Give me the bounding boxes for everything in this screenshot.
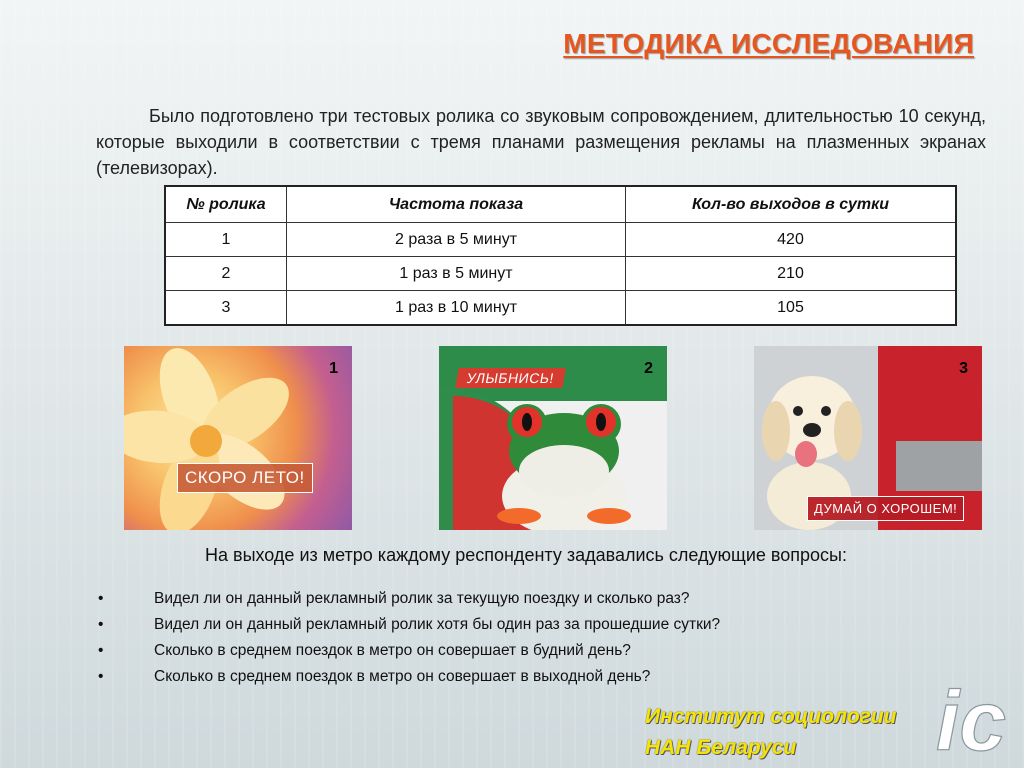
table-row bbox=[165, 223, 956, 257]
table-header: Кол-во выходов в сутки bbox=[626, 186, 957, 223]
table-row bbox=[165, 257, 956, 291]
question-text: Сколько в среднем поездок в метро он совершает в будний день? bbox=[154, 642, 631, 659]
flower-illustration bbox=[124, 346, 352, 530]
table-header: Частота показа bbox=[287, 186, 626, 223]
bullet: • bbox=[98, 590, 104, 607]
ad-image-puppy bbox=[754, 346, 982, 530]
table-cell: 2 bbox=[165, 257, 287, 291]
table-row bbox=[165, 291, 956, 326]
list-item bbox=[98, 640, 720, 666]
list-item bbox=[98, 666, 720, 692]
ad-image-flower bbox=[124, 346, 352, 530]
institute-logo bbox=[932, 672, 1024, 764]
image-number: 2 bbox=[644, 360, 653, 377]
table-header-row bbox=[165, 186, 956, 223]
image-caption: УЛЫБНИСЬ! bbox=[455, 368, 566, 388]
table-cell: 3 bbox=[165, 291, 287, 326]
list-item bbox=[98, 614, 720, 640]
table-cell: 210 bbox=[626, 257, 957, 291]
slide-title: МЕТОДИКА ИССЛЕДОВАНИЯ bbox=[563, 28, 974, 59]
question-text: Видел ли он данный рекламный ролик хотя бы один раз за прошедшие сутки? bbox=[154, 616, 721, 633]
logo-text: ic bbox=[936, 674, 1007, 764]
bullet: • bbox=[98, 642, 104, 659]
question-text: Сколько в среднем поездок в метро он совершает в выходной день? bbox=[154, 668, 651, 685]
institute-line-2: НАН Беларуси bbox=[645, 736, 797, 759]
image-caption: ДУМАЙ О ХОРОШЕМ! bbox=[807, 496, 964, 521]
table-cell: 1 раз в 5 минут bbox=[287, 257, 626, 291]
bullet: • bbox=[98, 616, 104, 633]
table-cell: 420 bbox=[626, 223, 957, 257]
ad-image-frog bbox=[439, 346, 667, 530]
table-cell: 105 bbox=[626, 291, 957, 326]
institute-name bbox=[645, 701, 897, 763]
intro-paragraph: Было подготовлено три тестовых ролика со звуковым сопровождением, длительностью 10 секунд, которые выходили в соответствии с тремя планами размещения рекламы на плазменных экранах (телевизорах). bbox=[96, 106, 986, 178]
questions-lead: На выходе из метро каждому респонденту задавались следующие вопросы: bbox=[205, 545, 847, 565]
image-number: 1 bbox=[329, 360, 338, 377]
table-cell: 1 bbox=[165, 223, 287, 257]
list-item bbox=[98, 588, 720, 614]
questions-list bbox=[98, 588, 720, 692]
institute-line-1: Институт социологии bbox=[645, 705, 897, 728]
image-caption: СКОРО ЛЕТО! bbox=[177, 463, 313, 493]
question-text: Видел ли он данный рекламный ролик за текущую поездку и сколько раз? bbox=[154, 590, 690, 607]
table-header: № ролика bbox=[165, 186, 287, 223]
plans-table bbox=[164, 185, 957, 326]
table-cell: 1 раз в 10 минут bbox=[287, 291, 626, 326]
image-number: 3 bbox=[959, 360, 968, 377]
table-cell: 2 раза в 5 минут bbox=[287, 223, 626, 257]
bullet: • bbox=[98, 668, 104, 685]
